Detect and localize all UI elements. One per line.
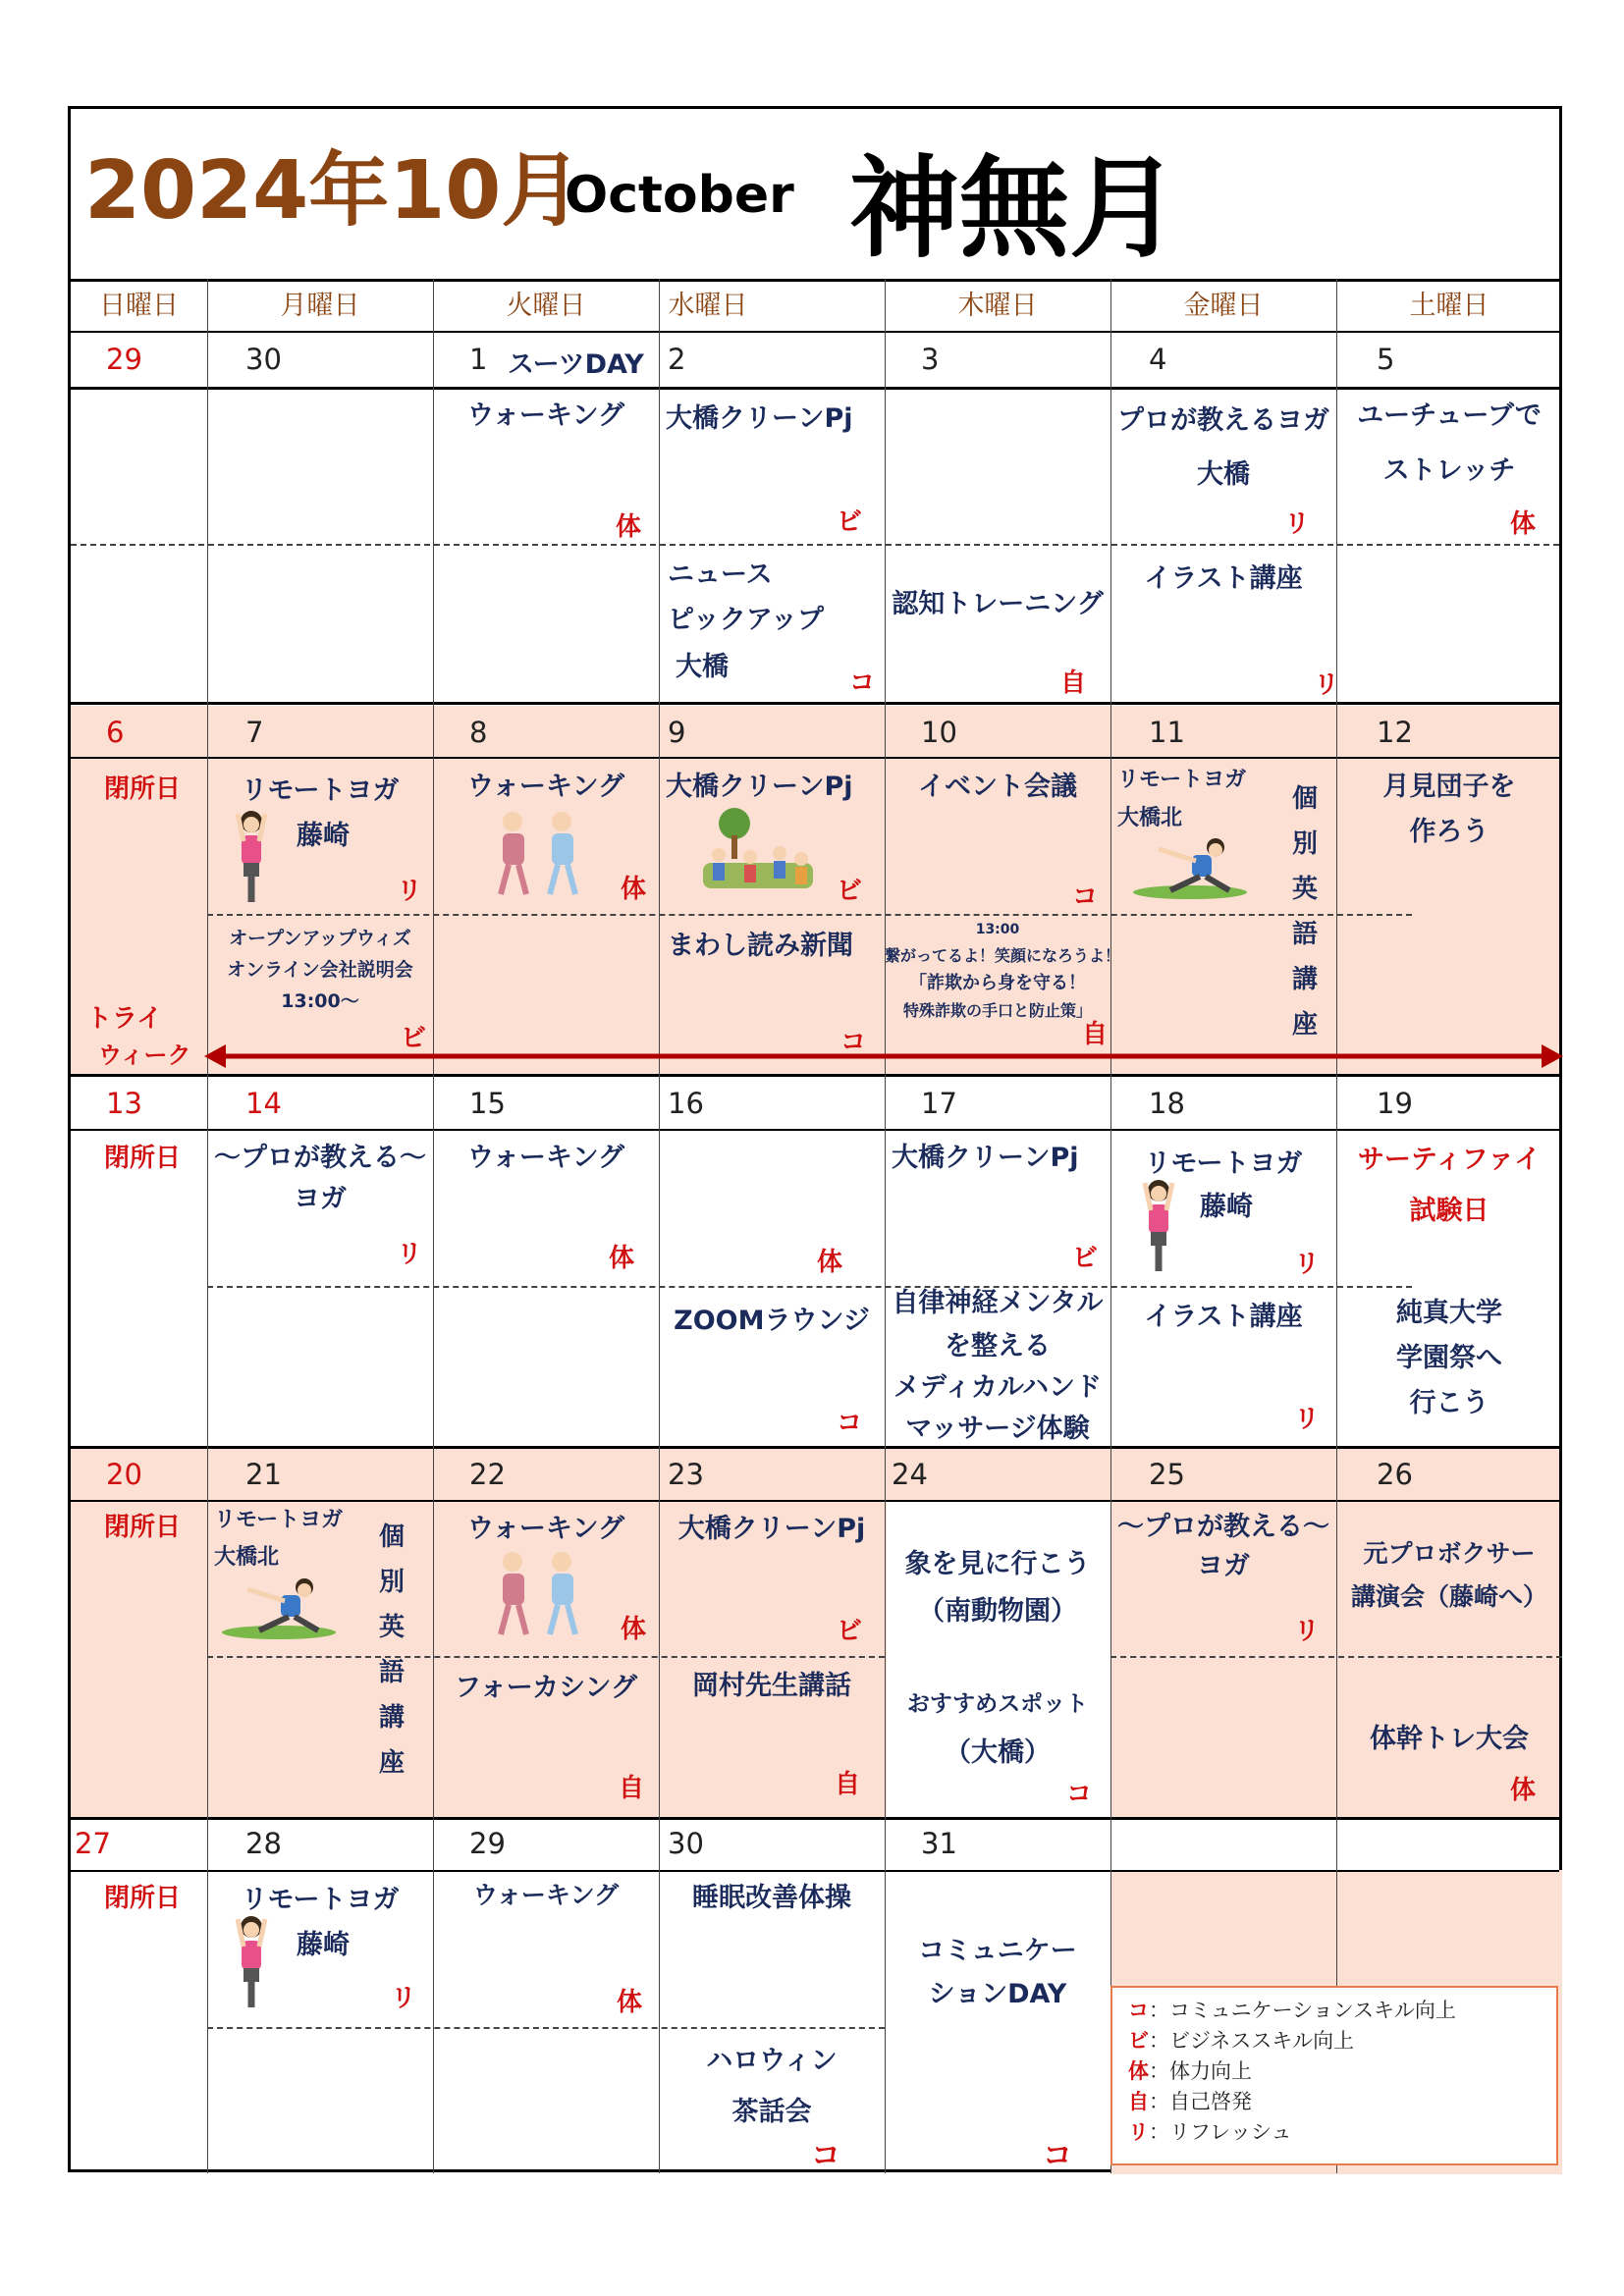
date: 21 [245, 1458, 282, 1491]
event: ウォーキング [466, 1514, 625, 1544]
event: ZOOMラウンジ [674, 1306, 870, 1336]
date: 16 [668, 1087, 704, 1120]
category-tag: リ [397, 877, 423, 906]
event: ウォーキング [472, 1881, 620, 1909]
date: 30 [245, 343, 282, 376]
category-tag: コ [811, 2139, 840, 2173]
category-tag: 体 [1510, 1776, 1537, 1805]
date: 12 [1377, 716, 1413, 749]
closed-day: 閉所日 [104, 774, 182, 804]
event: 茶話会 [731, 2097, 812, 2127]
category-tag: 自 [835, 1770, 861, 1799]
category-tag: ビ [837, 507, 863, 537]
event: ションDAY [928, 1979, 1067, 2009]
try-week-label: トライ [86, 1004, 163, 1034]
date: 4 [1149, 343, 1167, 376]
event: 藤崎 [1200, 1192, 1253, 1222]
category-tag: リ [1294, 1250, 1321, 1279]
event: 試験日 [1409, 1196, 1489, 1226]
event: ～プロが教える～ [214, 1143, 426, 1173]
yoga-person-icon [224, 1913, 279, 2011]
event: おすすめスポット [906, 1691, 1089, 1717]
date: 31 [921, 1827, 957, 1860]
date: 26 [1377, 1458, 1413, 1491]
event: オープンアップウィズ [229, 928, 411, 949]
category-tag: 体 [1510, 509, 1537, 539]
date: 17 [921, 1087, 957, 1120]
date: 3 [921, 343, 940, 376]
event: サーティファイ [1357, 1145, 1542, 1175]
category-tag: リ [1284, 509, 1311, 539]
date: 29 [106, 343, 142, 376]
event: フォーカシング [455, 1673, 637, 1703]
title-japanese: 神無月 [849, 145, 1179, 273]
event: マッサージ体験 [905, 1414, 1090, 1444]
legend-item: 体：体力向上 [1128, 2059, 1252, 2083]
stretching-person-icon [220, 1575, 338, 1640]
event: リモートヨガ [1117, 768, 1247, 792]
date: 27 [75, 1827, 111, 1860]
event: ニュース [668, 560, 773, 590]
category-legend [1110, 1986, 1558, 2165]
weekday-thu: 木曜日 [957, 291, 1038, 321]
vertical-label: 個 別 英 語 講 座 [378, 1522, 405, 1778]
event: 大橋北 [214, 1545, 280, 1570]
event: ハロウィン [706, 2046, 838, 2076]
event: まわし読み新聞 [668, 931, 853, 961]
calendar [68, 106, 1562, 2172]
date: 20 [106, 1458, 142, 1491]
category-tag: コ [849, 668, 876, 698]
title-english: October [565, 166, 794, 225]
event: （南動物園） [918, 1596, 1077, 1627]
cleanup-volunteers-icon [699, 806, 817, 892]
event: イラスト講座 [1144, 563, 1303, 594]
try-week-label: ウィーク [98, 1041, 191, 1069]
event: 講演会（藤崎へ） [1350, 1582, 1547, 1611]
category-tag: リ [397, 1240, 423, 1269]
event: プロが教えるヨガ [1117, 405, 1329, 436]
event: 象を見に行こう [904, 1549, 1091, 1579]
event: 大橋クリーンPj [666, 403, 853, 434]
closed-day: 閉所日 [104, 1513, 182, 1542]
event: リモートヨガ [241, 775, 400, 806]
event: 「詐欺から身を守る！ [909, 973, 1086, 993]
weekday-fri: 金曜日 [1183, 291, 1264, 321]
category-tag: リ [1314, 670, 1340, 700]
date: 29 [469, 1827, 506, 1860]
date: 23 [668, 1458, 704, 1491]
category-tag: コ [1072, 882, 1099, 912]
event: ウォーキング [466, 1143, 625, 1173]
category-tag: コ [840, 1028, 867, 1057]
event: 大橋クリーンPj [892, 1143, 1079, 1173]
event: 大橋クリーンPj [677, 1514, 866, 1544]
event: を整える [945, 1331, 1051, 1362]
try-week-arrow [204, 1041, 1565, 1071]
title-date: 2024年10月 [84, 144, 582, 238]
event: 岡村先生講話 [692, 1671, 851, 1701]
event: ピックアップ [668, 605, 825, 635]
event: 藤崎 [297, 1930, 350, 1960]
date: 7 [245, 716, 264, 749]
event: 特殊詐欺の手口と防止策」 [902, 1001, 1092, 1020]
category-tag: コ [837, 1409, 863, 1438]
weekday-mon: 月曜日 [280, 291, 360, 321]
event: （大橋） [945, 1737, 1051, 1768]
category-tag: 自 [619, 1774, 645, 1803]
walking-couple-icon [481, 1548, 591, 1638]
date: 6 [106, 716, 125, 749]
date: 22 [469, 1458, 506, 1491]
legend-item: 自：自己啓発 [1128, 2090, 1252, 2113]
event: 純真大学 [1396, 1298, 1502, 1328]
date: 8 [469, 716, 488, 749]
date: 2 [668, 343, 686, 376]
weekday-wed: 水曜日 [668, 291, 748, 321]
legend-item: ビ：ビジネススキル向上 [1128, 2029, 1355, 2053]
date: 9 [668, 716, 686, 749]
date: 1 [469, 343, 488, 376]
category-tag: 体 [621, 1615, 647, 1644]
category-tag: ビ [1072, 1244, 1099, 1273]
legend-item: コ：コミュニケーションスキル向上 [1128, 1999, 1456, 2022]
closed-day: 閉所日 [104, 1144, 182, 1173]
date: 18 [1149, 1087, 1185, 1120]
event: 大橋 [1197, 459, 1250, 490]
event: ウォーキング [466, 772, 625, 802]
event: 作ろう [1409, 817, 1489, 847]
weekday-sun: 日曜日 [99, 291, 179, 321]
event: メディカルハンド [893, 1372, 1102, 1403]
category-tag: 自 [1060, 668, 1087, 698]
date: 19 [1377, 1087, 1413, 1120]
weekday-tue: 火曜日 [506, 291, 586, 321]
category-tag: ビ [837, 877, 863, 906]
category-tag: 体 [616, 512, 642, 542]
category-tag: 体 [621, 875, 647, 904]
vertical-label: 個 別 英 語 講 座 [1291, 784, 1318, 1040]
category-tag: コ [1043, 2139, 1072, 2173]
weekday-sat: 土曜日 [1409, 291, 1489, 321]
event: 13:00 [975, 922, 1020, 937]
date: 13 [106, 1087, 142, 1120]
category-tag: 体 [609, 1244, 635, 1273]
event: 藤崎 [297, 821, 350, 851]
event: 体幹トレ大会 [1370, 1724, 1529, 1754]
event: リモートヨガ [1144, 1148, 1303, 1179]
event: ヨガ [1197, 1551, 1250, 1581]
event: 学園祭へ [1396, 1343, 1502, 1373]
date: 15 [469, 1087, 506, 1120]
category-tag: 体 [617, 1988, 643, 2017]
event: 認知トレーニング [892, 589, 1104, 619]
event: イラスト講座 [1144, 1302, 1303, 1332]
date: 14 [245, 1087, 282, 1120]
event: 13:00～ [281, 990, 359, 1012]
stretching-person-icon [1131, 835, 1249, 900]
category-tag: 体 [817, 1248, 843, 1277]
category-tag: リ [1294, 1405, 1321, 1434]
event: ウォーキング [466, 400, 625, 431]
date: 30 [668, 1827, 704, 1860]
event: ユーチューブで [1357, 400, 1542, 431]
event: 自律神経メンタル [892, 1288, 1104, 1318]
event: 大橋 [676, 652, 729, 682]
event: オンライン会社説明会 [227, 959, 413, 981]
date: 10 [921, 716, 957, 749]
suits-day: スーツDAY [508, 349, 644, 380]
date: 24 [892, 1458, 928, 1491]
category-tag: 自 [1082, 1020, 1109, 1049]
yoga-person-icon [224, 808, 279, 906]
event: 大橋クリーンPj [666, 772, 853, 802]
event: 月見団子を [1382, 772, 1516, 802]
event: ヨガ [294, 1184, 347, 1214]
date: 11 [1149, 716, 1185, 749]
event: リモートヨガ [241, 1885, 400, 1915]
date: 25 [1149, 1458, 1185, 1491]
event: 繋がってるよ！笑顔になろうよ！ [885, 946, 1121, 965]
category-tag: ビ [401, 1024, 427, 1053]
event: ～プロが教える～ [1117, 1512, 1329, 1542]
event: コミュニケー [918, 1936, 1077, 1966]
event: リモートヨガ [214, 1508, 344, 1532]
walking-couple-icon [481, 808, 591, 898]
event: イベント会議 [918, 772, 1077, 802]
closed-day: 閉所日 [104, 1884, 182, 1913]
yoga-person-icon [1131, 1177, 1186, 1275]
event: ストレッチ [1382, 455, 1516, 486]
category-tag: リ [1294, 1617, 1321, 1646]
event: 大橋北 [1117, 806, 1183, 830]
date: 5 [1377, 343, 1395, 376]
category-tag: コ [1066, 1780, 1093, 1809]
calendar-title [71, 109, 1559, 279]
category-tag: リ [391, 1984, 417, 2013]
event: 行こう [1409, 1388, 1489, 1418]
event: 睡眠改善体操 [692, 1883, 851, 1913]
legend-item: リ：リフレッシュ [1128, 2120, 1292, 2144]
date: 28 [245, 1827, 282, 1860]
category-tag: ビ [837, 1617, 863, 1646]
event: 元プロボクサー [1363, 1539, 1536, 1568]
